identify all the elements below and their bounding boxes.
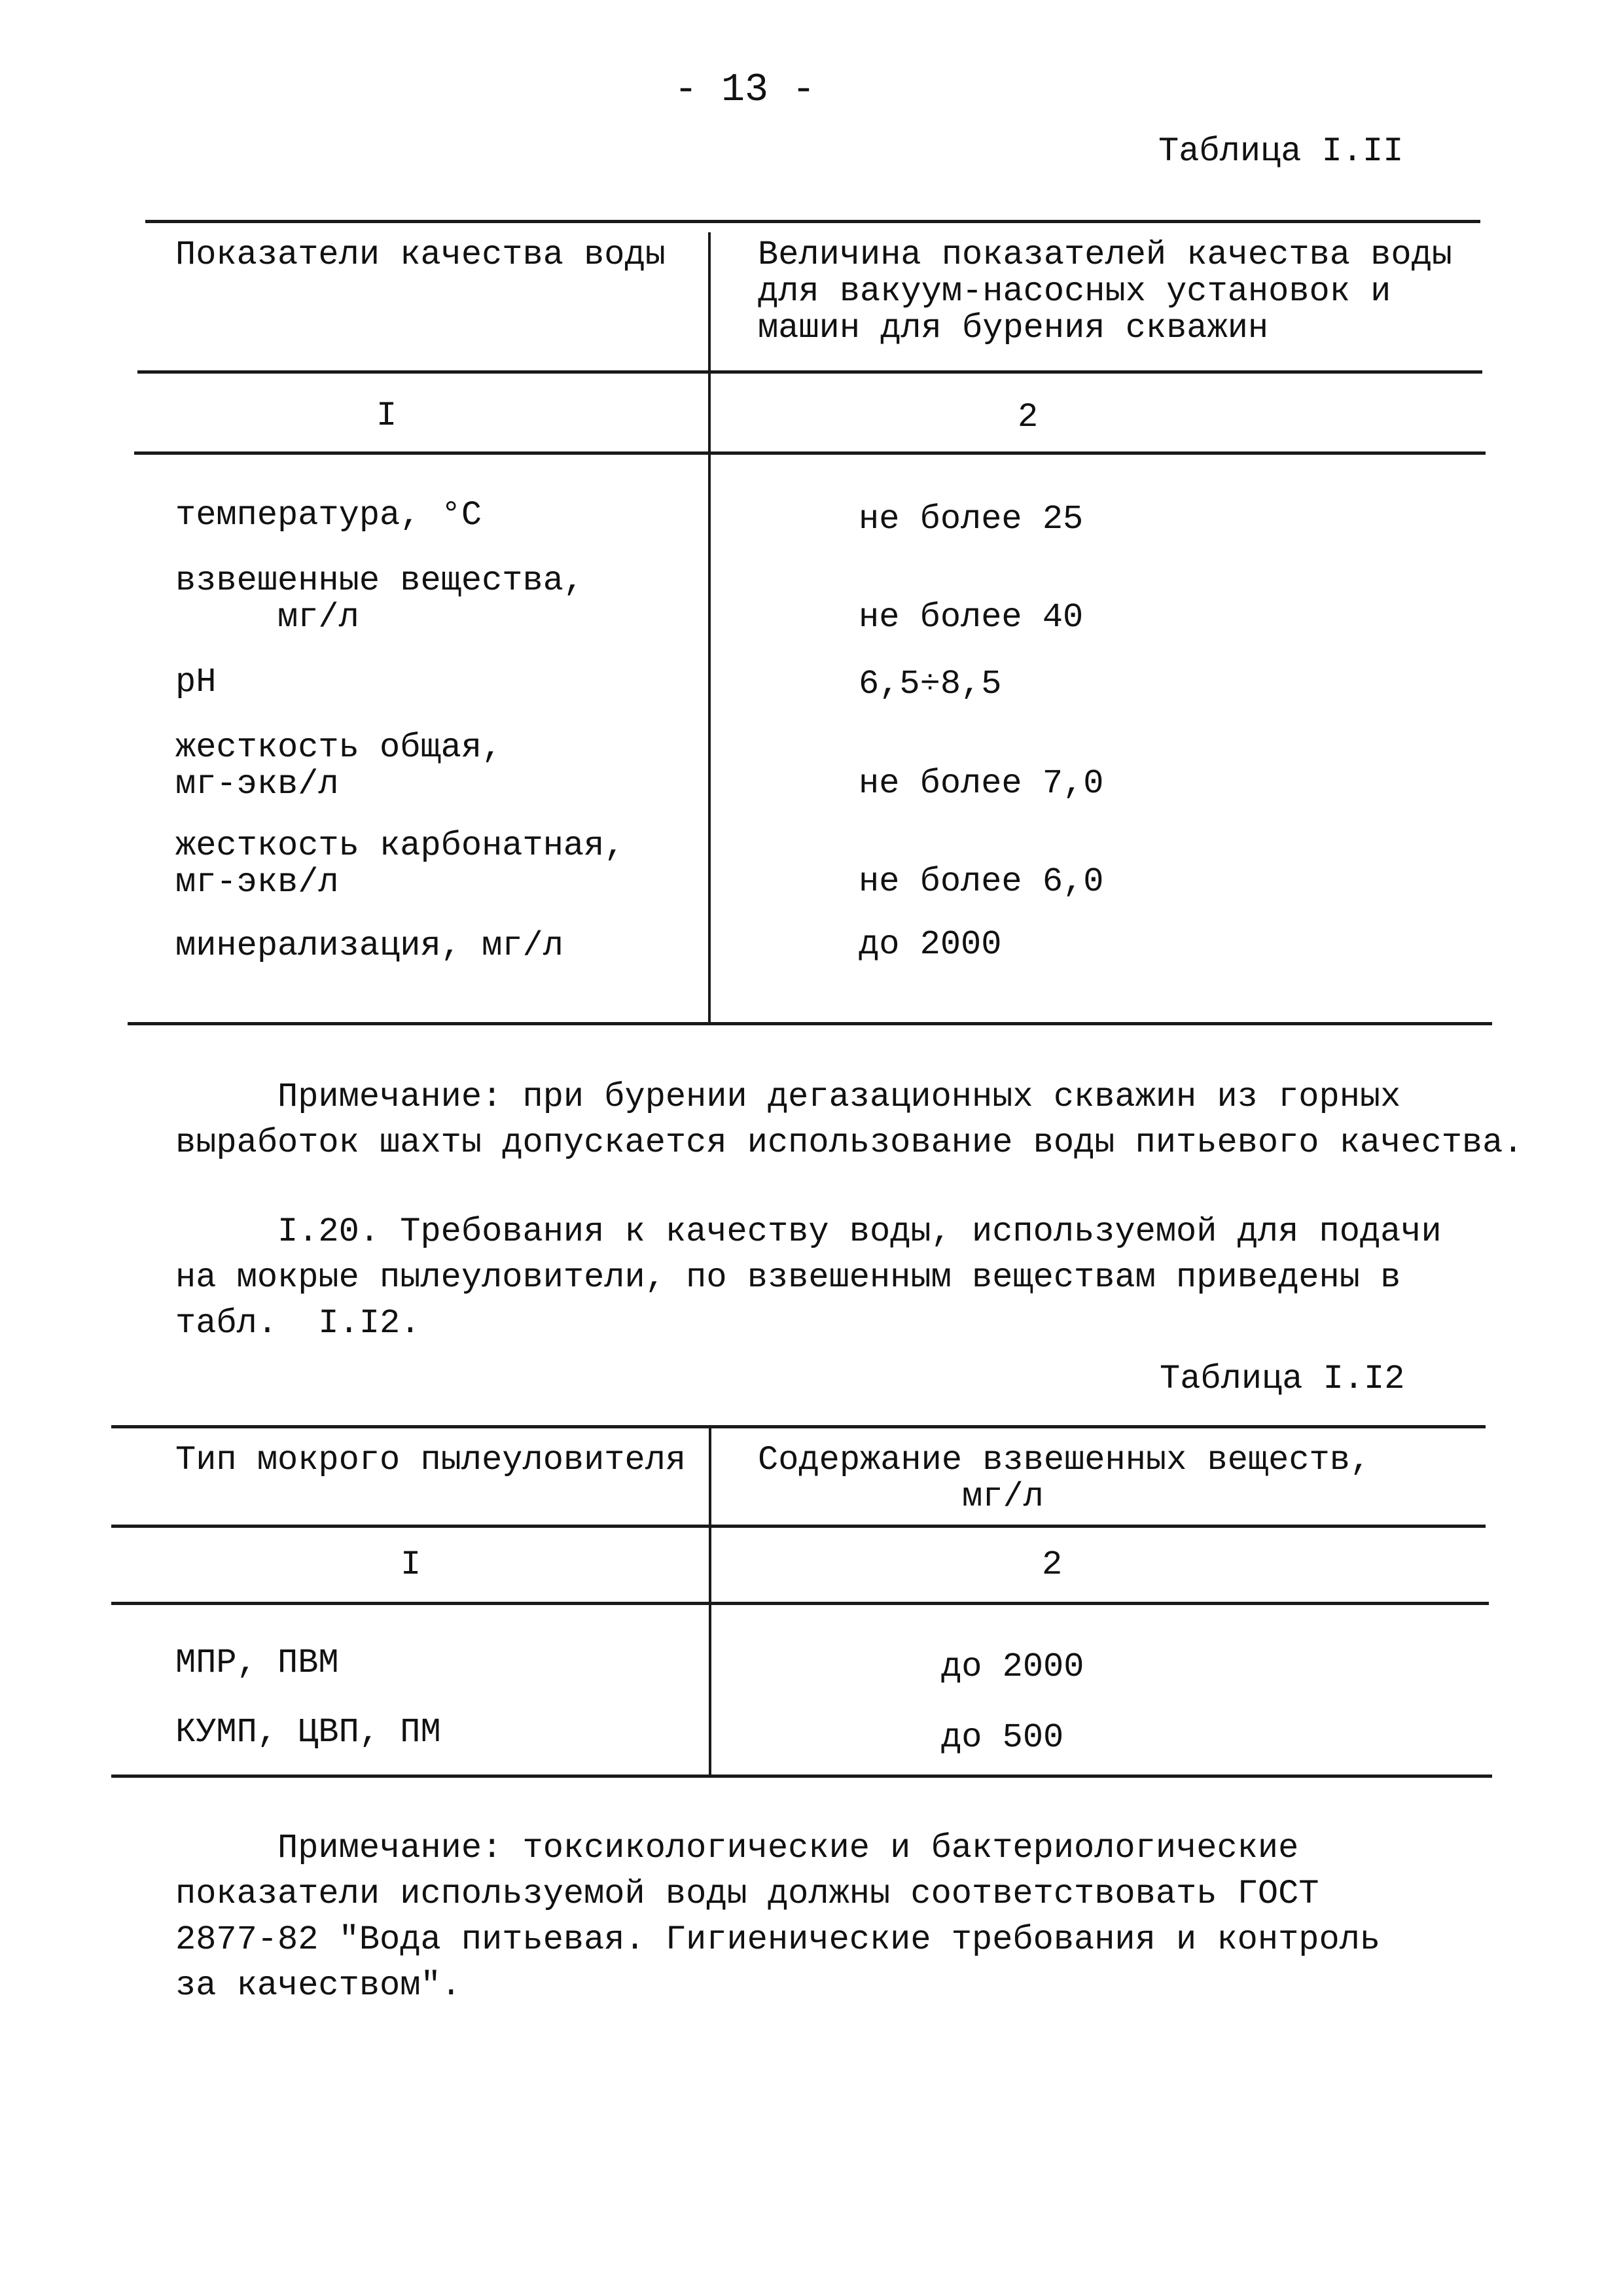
table1-column-divider (708, 232, 711, 1024)
table2-colnum-rule (111, 1602, 1489, 1605)
table2-header-rule (111, 1525, 1486, 1528)
table2-colnum-1: I (401, 1545, 421, 1584)
table2-top-rule (111, 1425, 1486, 1428)
table1-row-value: до 2000 (859, 925, 1002, 964)
table2-column-divider (709, 1426, 711, 1776)
table2-label: Таблица I.I2 (1160, 1360, 1405, 1398)
note-1: Примечание: при бурении дегазационных скважин из горных выработок шахты допускается использование воды питьевого качества. (175, 1078, 1524, 1162)
table2-header-type: Тип мокрого пылеуловителя (175, 1441, 687, 1479)
table2-bottom-rule (111, 1775, 1492, 1778)
page-number: - 13 - (674, 68, 816, 113)
table1-row-param: температура, °С (175, 496, 482, 535)
table1-row-param: взвешенные вещества, мг/л (175, 561, 584, 637)
table1-row-value: не более 7,0 (859, 764, 1104, 803)
table2-row-type: КУМП, ЦВП, ПМ (175, 1713, 441, 1752)
table1-top-rule (145, 220, 1480, 223)
table1-row-value: 6,5÷8,5 (859, 665, 1002, 703)
table2-row-type: МПР, ПВМ (175, 1644, 339, 1682)
table1-colnum-1: I (376, 397, 397, 435)
table1-header-value: Величина показателей качества воды для вакуум-насосных установок и машин для бурения скважин (758, 236, 1452, 347)
table2-row-value: до 2000 (941, 1648, 1084, 1686)
table1-row-value: не более 6,0 (859, 862, 1104, 901)
note-2: Примечание: токсикологические и бактериологические показатели используемой воды должны соответствовать ГОСТ 2877-82 "Вода питьевая. Гигиенические требования и контроль за качеством". (175, 1829, 1381, 2005)
table1-colnum-2: 2 (1018, 398, 1039, 436)
table1-header-rule (137, 370, 1482, 374)
table1-row-param: жесткость карбонатная, мг-экв/л (175, 826, 625, 902)
table1-colnum-rule (134, 451, 1486, 455)
table2-header-value: Содержание взвешенных веществ, мг/л (758, 1441, 1371, 1516)
table1-row-param: pH (175, 663, 217, 701)
table1-header-param: Показатели качества воды (175, 236, 666, 274)
table1-row-value: не более 25 (859, 500, 1084, 539)
table1-row-param: минерализация, мг/л (175, 927, 563, 965)
table2-row-value: до 500 (941, 1718, 1064, 1757)
table1-bottom-rule (128, 1022, 1492, 1025)
paragraph-1-20: I.20. Требования к качеству воды, используемой для подачи на мокрые пылеуловители, по взвешенным веществам приведены в табл. I.I2. (175, 1212, 1442, 1343)
table1-label: Таблица I.II (1158, 132, 1404, 171)
table2-colnum-2: 2 (1042, 1545, 1063, 1584)
table1-row-param: жесткость общая, мг-экв/л (175, 728, 503, 804)
table1-row-value: не более 40 (859, 598, 1084, 637)
